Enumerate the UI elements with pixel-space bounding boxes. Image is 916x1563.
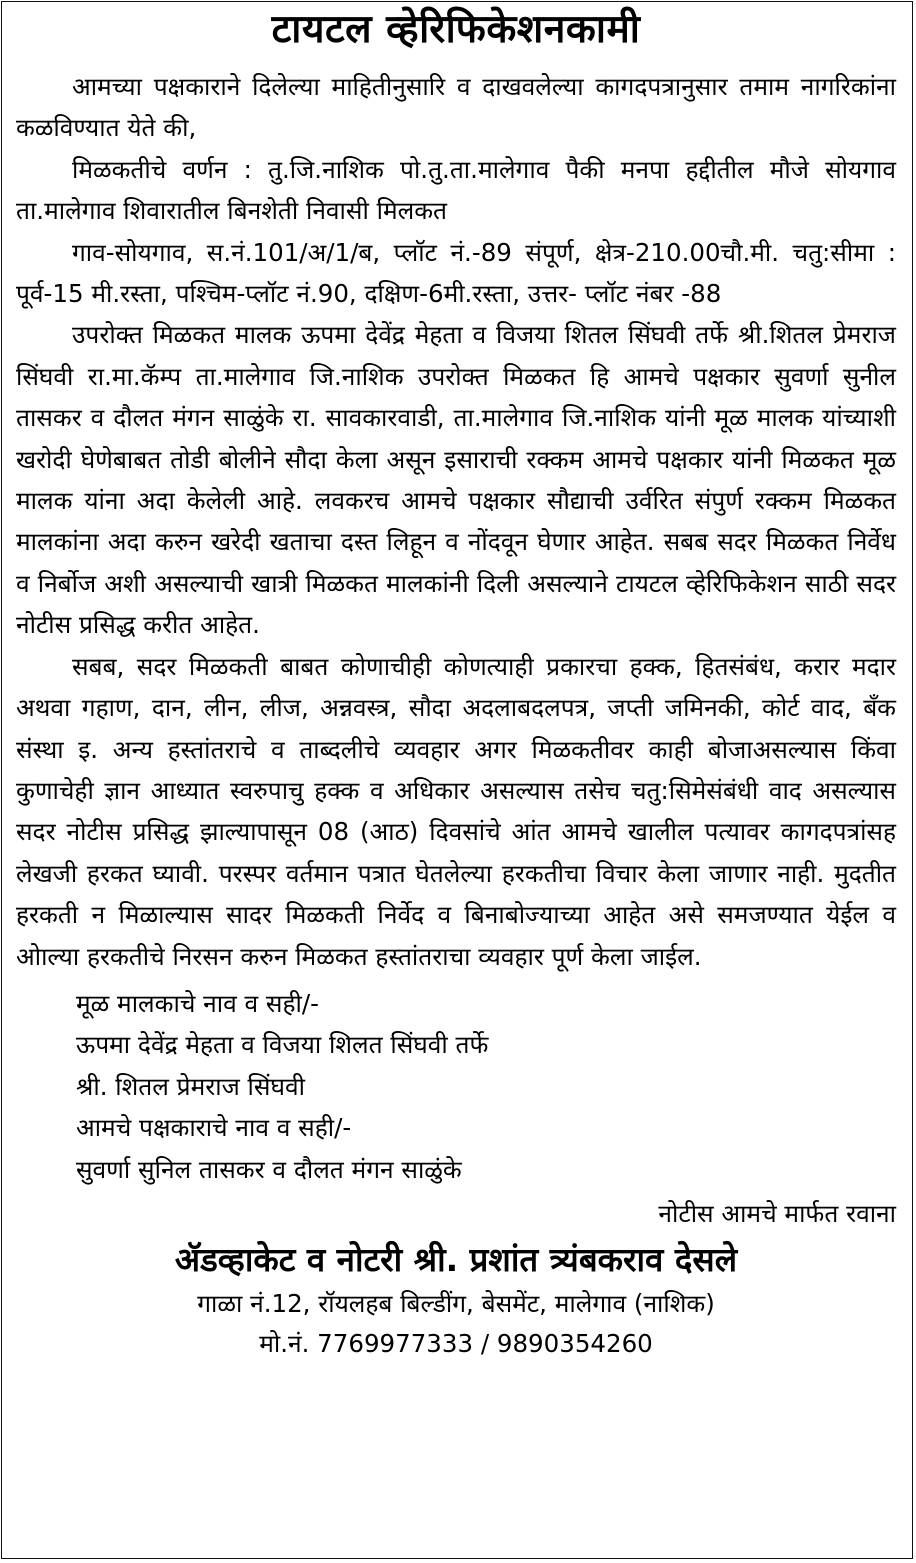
- paragraph-property-description: मिळकतीचे वर्णन : तु.जि.नाशिक पो.तु.ता.मालेगाव पैकी मनपा हद्दीतील मौजे सोयगाव ता.मालेगाव शिवारातील बिनशेती निवासी मिलकत: [16, 154, 896, 226]
- signature-line: आमचे पक्षकाराचे नाव व सही/-: [76, 1113, 352, 1143]
- paragraph-intro: आमच्या पक्षकाराने दिलेल्या माहितीनुसारि व दाखवलेल्या कागदपत्रानुसार तमाम नागरिकांना कळविण्यात येते की,: [16, 72, 896, 143]
- notice-title: टायटल व्हेरिफिकेशनकामी: [271, 7, 641, 52]
- advocate-name: ॲडव्हाकेट व नोटरी श्री. प्रशांत त्र्यंबकराव देसले: [174, 1239, 738, 1279]
- advocate-phone: मो.नं. 7769977333 / 9890354260: [259, 1328, 653, 1358]
- signature-block: [16, 983, 896, 1190]
- notice-body: [16, 66, 896, 977]
- signature-line: मूळ मालकाचे नाव व सही/-: [76, 988, 319, 1018]
- paragraph-transaction: उपरोक्त मिळकत मालक ऊपमा देवेंद्र मेहता व विजया शितल सिंघवी तर्फे श्री.शितल प्रेमराज सिंघवी रा.मा.कॅम्प ता.मालेगाव जि.नाशिक उपरोक्त मिळकत हि आमचे पक्षकार सुवर्णा सुनील तासकर व दौलत मंगन साळुंके रा. सावकारवाडी, ता.मालेगाव जि.नाशिक यांनी मूळ मालक यांच्याशी खरोदी घेणेबाबत तोडी बोलीने सौदा केला असून इसाराची रक्कम आमचे पक्षकार यांनी मिळकत मूळ मालक यांना अदा केलेली आहे. लवकरच आमचे पक्षकार सौद्याची उर्वरित संपुर्ण रक्कम मिळकत मालकांना अदा करुन खरेदी खताचा दस्त लिहून व नोंदवून घेणार आहेत. सबब सदर मिळकत निर्वेध व निर्बोज अशी असल्याची खात्री मिळकत मालकांनी दिली असल्याने टायटल व्हेरिफिकेशन साठी सदर नोटीस प्रसिद्ध करीत आहेत.: [16, 320, 896, 640]
- dispatch-note: नोटीस आमचे मार्फत रवाना: [658, 1198, 896, 1228]
- advocate-address: गाळा नं.12, रॉयलहब बिल्डींग, बेसमेंट, मालेगाव (नाशिक): [197, 1288, 715, 1318]
- signature-line: ऊपमा देवेंद्र मेहता व विजया शिलत सिंघवी तर्फे: [76, 1030, 489, 1060]
- signature-line: सुवर्णा सुनिल तासकर व दौलत मंगन साळुंके: [76, 1154, 462, 1184]
- paragraph-objections: सबब, सदर मिळकती बाबत कोणाचीही कोणत्याही प्रकारचा हक्क, हितसंबंध, करार मदार अथवा गहाण, दान, लीन, लीज, अन्नवस्त्र, सौदा अदलाबदलपत्र, जप्ती जमिनकी, कोर्ट वाद, बँक संस्था इ. अन्य हस्तांतराचे व ताब्दलीचे व्यवहार अगर मिळकतीवर काही बोजाअसल्यास किंवा कुणाचेही ज्ञान आध्यात स्वरुपाचु हक्क व अधिकार असल्यास तसेच चतु:सिमेसंबंधी वाद असल्यास सदर नोटीस प्रसिद्ध झाल्यापासून 08 (आठ) दिवसांचे आंत आमचे खालील पत्यावर कागदपत्रांसह लेखजी हरकत घ्यावी. परस्पर वर्तमान पत्रात घेतलेल्या हरकतीचा विचार केला जाणार नाही. मुदतीत हरकती न मिळाल्यास सादर मिळकती निर्वेद व बिनाबोज्याच्या आहेत असे समजण्यात येईल व ओाल्या हरकतीचे निरसन करुन मिळकत हस्तांतराचा व्यवहार पूर्ण केला जाईल.: [16, 651, 896, 971]
- signature-line: श्री. शितल प्रेमराज सिंघवी: [76, 1071, 305, 1101]
- paragraph-property-details: गाव-सोयगाव, स.नं.101/अ/1/ब, प्लॉट नं.-89 संपूर्ण, क्षेत्र-210.00चौ.मी. चतु:सीमा : पूर्व-15 मी.रस्ता, पश्चिम-प्लॉट नं.90, दक्षिण-6मी.रस्ता, उत्तर- प्लॉट नंबर -88: [16, 237, 896, 309]
- legal-notice: [1, 1, 913, 1559]
